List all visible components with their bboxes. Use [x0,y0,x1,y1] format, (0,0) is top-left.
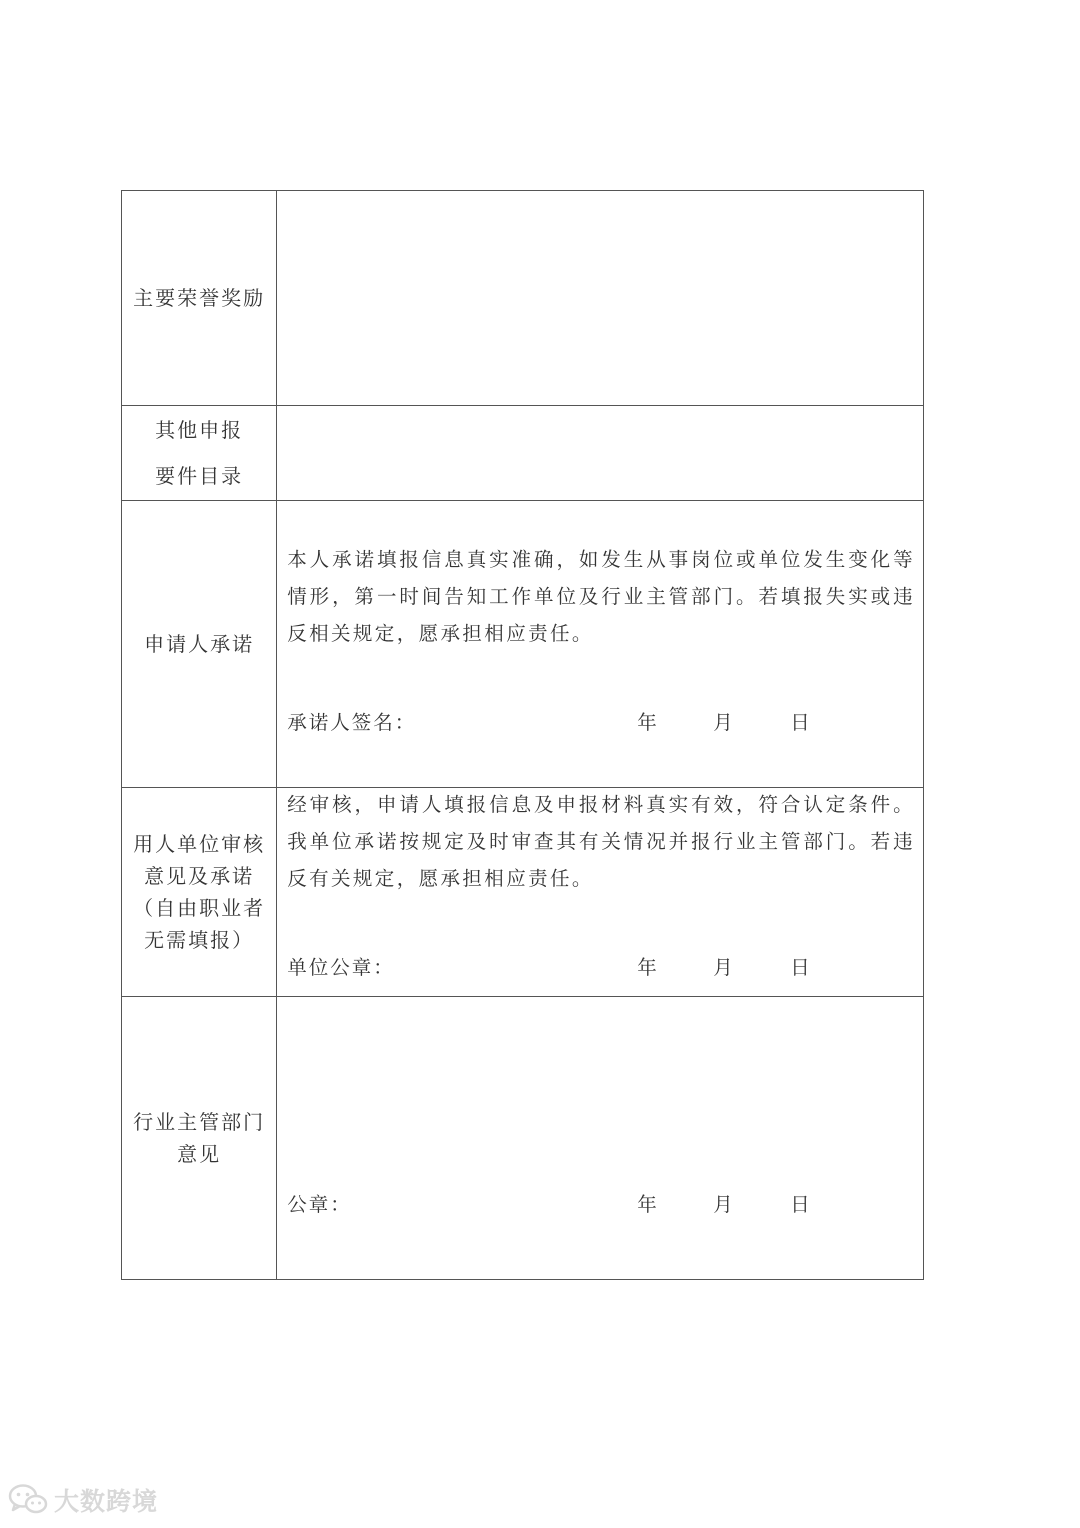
employer-review-text: 经审核，申请人填报信息及申报材料真实有效，符合认定条件。我单位承诺按规定及时审查其有关情况并报行业主管部门。若违反有关规定，愿承担相应责任。 [287,793,915,890]
label-authority-opinion-line-1: 行业主管部门 [133,1110,266,1134]
employer-seal-label: 单位公章： [287,956,395,979]
field-employer-review [277,788,924,997]
label-applicant-pledge-text: 申请人承诺 [144,632,255,656]
label-other-materials-line-1: 其他申报 [155,418,244,442]
label-employer-review-line-2: 意见及承诺 [144,864,255,888]
label-honors [122,191,277,406]
field-other-materials[interactable] [277,406,924,501]
authority-seal-row [287,1189,915,1219]
label-other-materials [122,406,277,501]
field-authority-opinion [277,997,924,1280]
authority-date-day: 日 [790,1193,812,1216]
application-form-table [121,190,924,1280]
field-honors[interactable] [277,191,924,406]
applicant-date-day: 日 [790,711,812,734]
applicant-signature-label: 承诺人签名： [287,711,417,734]
watermark-text: 大数跨境 [54,1487,159,1516]
label-employer-review-line-4: 无需填报） [144,928,255,952]
applicant-date-month: 月 [713,711,735,734]
authority-date-month: 月 [713,1193,735,1216]
row-other-materials [122,406,924,501]
wechat-logo-icon [8,1482,48,1518]
applicant-date-year: 年 [637,711,659,734]
row-applicant-pledge [122,501,924,788]
label-honors-text: 主要荣誉奖励 [133,286,266,310]
employer-date-year: 年 [637,956,659,979]
label-employer-review [122,788,277,997]
row-authority-opinion [122,997,924,1280]
row-honors [122,191,924,406]
applicant-pledge-text: 本人承诺填报信息真实准确，如发生从事岗位或单位发生变化等情形，第一时间告知工作单位及行业主管部门。若填报失实或违反相关规定，愿承担相应责任。 [287,548,915,645]
employer-date-day: 日 [790,956,812,979]
label-applicant-pledge [122,501,277,788]
authority-seal-label: 公章： [287,1193,352,1216]
field-applicant-pledge [277,501,924,788]
label-authority-opinion-line-2: 意见 [177,1142,222,1166]
employer-date-month: 月 [713,956,735,979]
label-employer-review-line-3: （自由职业者 [133,896,266,920]
label-authority-opinion [122,997,277,1280]
row-employer-review [122,788,924,997]
applicant-signature-row [287,707,915,737]
employer-seal-row [287,952,915,982]
label-other-materials-line-2: 要件目录 [155,464,244,488]
watermark [8,1478,158,1522]
label-employer-review-line-1: 用人单位审核 [133,832,266,856]
authority-date-year: 年 [637,1193,659,1216]
